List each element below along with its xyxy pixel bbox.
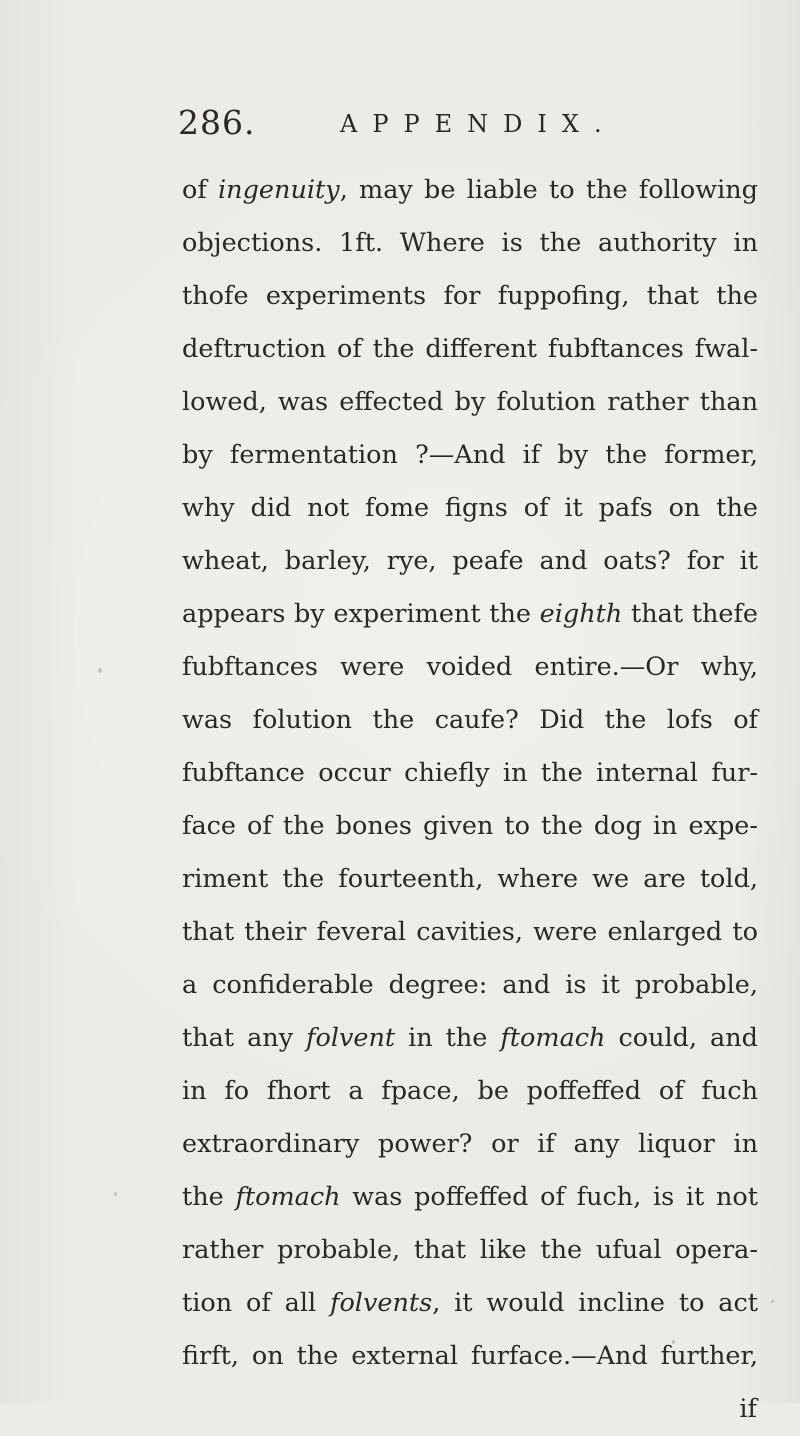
- text-line: that their feveral cavities, were enlarged to: [182, 917, 758, 947]
- text-line: riment the fourteenth, where we are told,: [182, 864, 758, 894]
- running-head: APPENDIX.: [340, 110, 617, 138]
- text-line: was folution the caufe? Did the lofs of: [182, 705, 758, 735]
- text-line: objections. 1ft. Where is the authority in: [182, 228, 758, 258]
- text-line: lowed, was effected by folution rather than: [182, 387, 758, 417]
- text-line: why did not fome figns of it pafs on the: [182, 493, 758, 523]
- text-line: fubftances were voided entire.—Or why,: [182, 652, 758, 682]
- page-number: 286.: [178, 103, 256, 142]
- catchword: if: [739, 1394, 757, 1424]
- text-line: by fermentation ?—And if by the former,: [182, 440, 758, 470]
- text-line: tion of all folvents, it would incline to act: [182, 1288, 758, 1318]
- text-line: firft, on the external furface.—And further,: [182, 1341, 758, 1371]
- text-line: appears by experiment the eighth that thefe: [182, 599, 758, 629]
- text-line: thofe experiments for fuppofing, that the: [182, 281, 758, 311]
- paper-speck: [98, 668, 102, 673]
- text-line: that any folvent in the ftomach could, and: [182, 1023, 758, 1053]
- text-line: the ftomach was poffeffed of fuch, is it not: [182, 1182, 758, 1212]
- body-text: [182, 164, 758, 1436]
- text-line: deftruction of the different fubftances fwal-: [182, 334, 758, 364]
- paper-speck: [771, 1300, 774, 1303]
- text-line: wheat, barley, rye, peafe and oats? for it: [182, 546, 758, 576]
- text-line: rather probable, that like the ufual opera-: [182, 1235, 758, 1265]
- text-line: a confiderable degree: and is it probable,: [182, 970, 758, 1000]
- text-line: extraordinary power? or if any liquor in: [182, 1129, 758, 1159]
- text-line: face of the bones given to the dog in expe-: [182, 811, 758, 841]
- text-line: fubftance occur chiefly in the internal fur-: [182, 758, 758, 788]
- paper-speck: [114, 1192, 117, 1196]
- text-line: in fo fhort a fpace, be poffeffed of fuch: [182, 1076, 758, 1106]
- text-line: of ingenuity, may be liable to the following: [182, 175, 758, 205]
- page-header: [178, 103, 778, 143]
